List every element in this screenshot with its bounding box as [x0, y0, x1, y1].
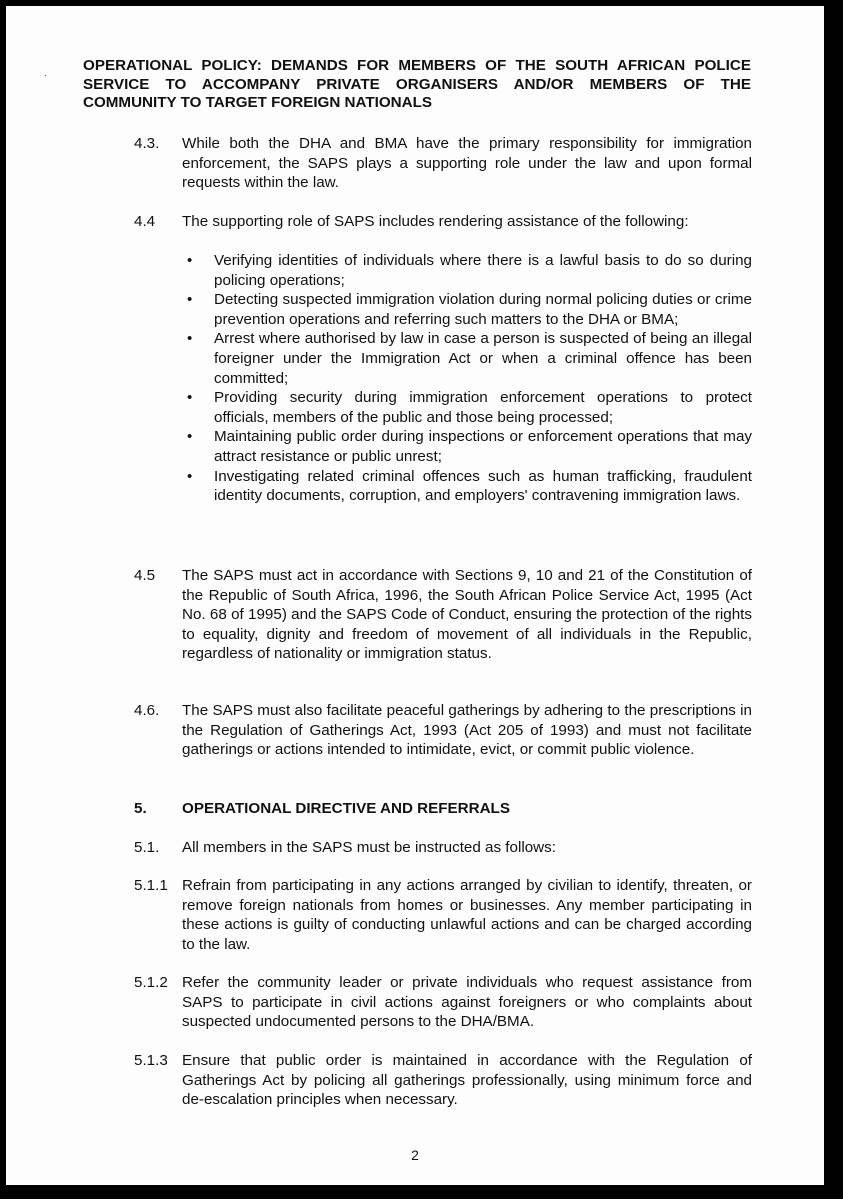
bullet-list	[182, 251, 752, 506]
paragraph-number: 5.1.	[134, 839, 160, 856]
paragraph-text: The SAPS must also facilitate peaceful gatherings by adhering to the prescriptions in the Regulation of Gatherings Act, 1993 (Act 205 of 1993) and must not facilitate gatherings or actions intended to intimidate, evict, or commit public violence.	[182, 702, 752, 759]
scan-mark: ·	[44, 70, 48, 81]
paragraph-number: 5.1.1	[134, 877, 168, 894]
document-title: OPERATIONAL POLICY: DEMANDS FOR MEMBERS OF THE SOUTH AFRICAN POLICE SERVICE TO ACCOMPANY PRIVATE ORGANISERS AND/OR MEMBERS OF THE COMMUNITY TO TARGET FOREIGN NATIONALS	[83, 57, 751, 112]
paragraph-number: 4.6.	[134, 702, 160, 719]
paragraph-text: The SAPS must act in accordance with Sections 9, 10 and 21 of the Constitution of the Republic of South Africa, 1996, the South African Police Service Act, 1995 (Act No. 68 of 1995) and the SAPS Code of Conduct, ensuring the protection of the rights to equality, dignity and freedom of movement of all individuals in the Republic, regardless of nationality or immigration status.	[182, 567, 752, 663]
page-number: 2	[411, 1147, 419, 1163]
paragraph-number: 4.3.	[134, 135, 160, 152]
section-number: 5.	[134, 800, 147, 817]
paragraph-text: The supporting role of SAPS includes rendering assistance of the following:	[182, 213, 689, 230]
bullet-item: • Verifying identities of individuals where there is a lawful basis to do so during policing operations;	[182, 251, 752, 290]
paragraph-text: Refrain from participating in any actions arranged by civilian to identify, threaten, or remove foreign nationals from homes or businesses. Any member participating in these actions is guilty of conducting unlawful actions and can be charged according to the law.	[182, 877, 752, 953]
bullet-item: • Investigating related criminal offences such as human trafficking, fraudulent identity documents, corruption, and employers' contravening immigration laws.	[182, 467, 752, 506]
bullet-item: • Maintaining public order during inspections or enforcement operations that may attract resistance or public unrest;	[182, 427, 752, 466]
section-heading: OPERATIONAL DIRECTIVE AND REFERRALS	[182, 800, 510, 817]
paragraph-number: 5.1.2	[134, 974, 168, 991]
paragraph-text: Ensure that public order is maintained in accordance with the Regulation of Gatherings Act by policing all gatherings professionally, using minimum force and de-escalation principles when necessary.	[182, 1052, 752, 1109]
paragraph-text: All members in the SAPS must be instructed as follows:	[182, 839, 556, 856]
paragraph-number: 4.4	[134, 213, 156, 230]
paragraph-text: Refer the community leader or private individuals who request assistance from SAPS to participate in civil actions against foreigners or who complaints about suspected undocumented persons to the DHA/BMA.	[182, 974, 752, 1031]
document-page	[6, 6, 824, 1185]
bullet-item: • Providing security during immigration enforcement operations to protect officials, members of the public and those being processed;	[182, 388, 752, 427]
paragraph-number: 5.1.3	[134, 1052, 168, 1069]
bullet-item: • Arrest where authorised by law in case a person is suspected of being an illegal foreigner under the Immigration Act or when a criminal offence has been committed;	[182, 329, 752, 388]
paragraph-text: While both the DHA and BMA have the primary responsibility for immigration enforcement, the SAPS plays a supporting role under the law and upon formal requests within the law.	[182, 135, 752, 192]
bullet-item: • Detecting suspected immigration violation during normal policing duties or crime prevention operations and referring such matters to the DHA or BMA;	[182, 290, 752, 329]
paragraph-number: 4.5	[134, 567, 156, 584]
